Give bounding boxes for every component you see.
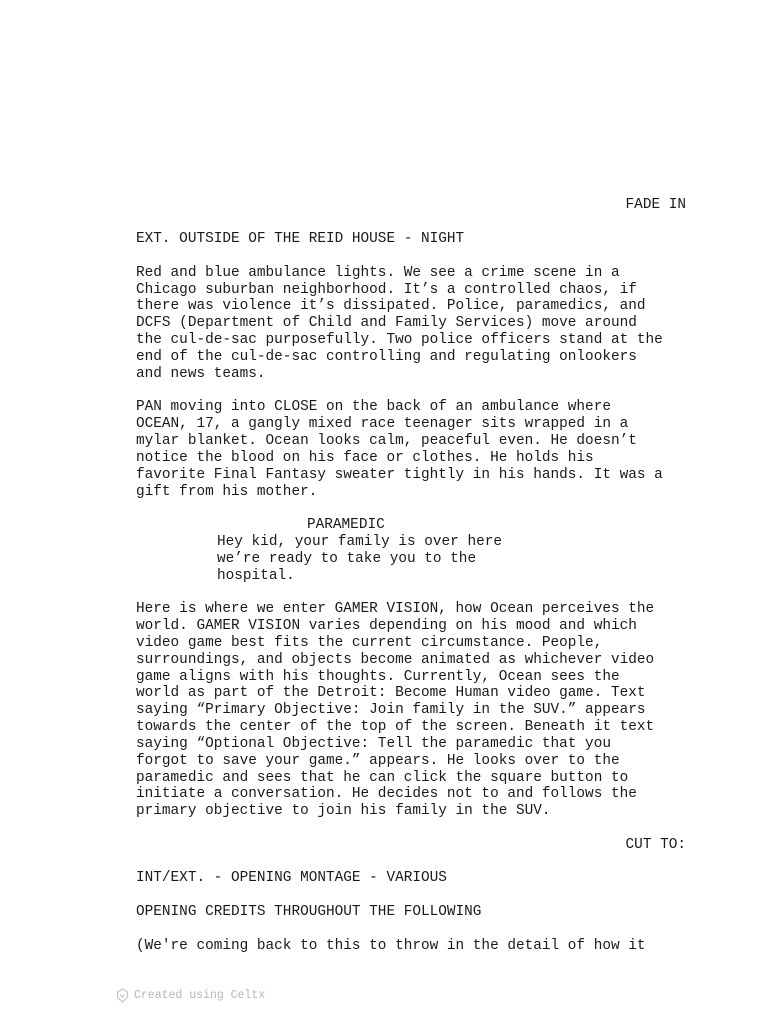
celtx-footer <box>116 988 265 1003</box>
action-line: there was violence it’s dissipated. Police, paramedics, and <box>136 298 646 314</box>
character-name: PARAMEDIC <box>307 517 385 533</box>
dialogue-line: hospital. <box>217 568 295 584</box>
action-line: end of the cul-de-sac controlling and regulating onlookers <box>136 349 637 365</box>
action-line: paramedic and sees that he can click the square button to <box>136 770 629 786</box>
action-line: forgot to save your game.” appears. He looks over to the <box>136 753 620 769</box>
action-line: primary objective to join his family in the SUV. <box>136 803 551 819</box>
action-line: Chicago suburban neighborhood. It’s a controlled chaos, if <box>136 282 637 298</box>
action-line: OCEAN, 17, a gangly mixed race teenager sits wrapped in a <box>136 416 629 432</box>
action-line: DCFS (Department of Child and Family Services) move around <box>136 315 637 331</box>
action-line: saying “Optional Objective: Tell the paramedic that you <box>136 736 611 752</box>
dialogue-line: Hey kid, your family is over here <box>217 534 502 550</box>
transition-cut-to: CUT TO: <box>625 837 686 853</box>
action-line: world. GAMER VISION varies depending on his mood and which <box>136 618 637 634</box>
scene-heading: EXT. OUTSIDE OF THE REID HOUSE - NIGHT <box>136 231 465 247</box>
action-line: (We're coming back to this to throw in the detail of how it <box>136 938 646 954</box>
action-line: and news teams. <box>136 366 266 382</box>
transition-fade-in: FADE IN <box>625 197 686 213</box>
action-line: Here is where we enter GAMER VISION, how Ocean perceives the <box>136 601 655 617</box>
action-line: towards the center of the top of the screen. Beneath it text <box>136 719 655 735</box>
celtx-logo-icon <box>116 988 129 1003</box>
action-line: mylar blanket. Ocean looks calm, peaceful even. He doesn’t <box>136 433 637 449</box>
action-line: notice the blood on his face or clothes. He holds his <box>136 450 594 466</box>
action-line: the cul-de-sac purposefully. Two police officers stand at the <box>136 332 663 348</box>
dialogue-line: we’re ready to take you to the <box>217 551 477 567</box>
action-line: initiate a conversation. He decides not to and follows the <box>136 786 637 802</box>
action-line: saying “Primary Objective: Join family in the SUV.” appears <box>136 702 646 718</box>
action-line: surroundings, and objects become animated as whichever video <box>136 652 655 668</box>
action-line: world as part of the Detroit: Become Human video game. Text <box>136 685 646 701</box>
action-line: video game best fits the current circumstance. People, <box>136 635 603 651</box>
action-line: gift from his mother. <box>136 484 318 500</box>
action-line: OPENING CREDITS THROUGHOUT THE FOLLOWING <box>136 904 482 920</box>
scene-heading: INT/EXT. - OPENING MONTAGE - VARIOUS <box>136 870 447 886</box>
footer-text: Created using Celtx <box>134 989 266 1002</box>
action-line: PAN moving into CLOSE on the back of an ambulance where <box>136 399 611 415</box>
action-line: favorite Final Fantasy sweater tightly in his hands. It was a <box>136 467 663 483</box>
action-line: game aligns with his thoughts. Currently, Ocean sees the <box>136 669 620 685</box>
action-line: Red and blue ambulance lights. We see a crime scene in a <box>136 265 620 281</box>
